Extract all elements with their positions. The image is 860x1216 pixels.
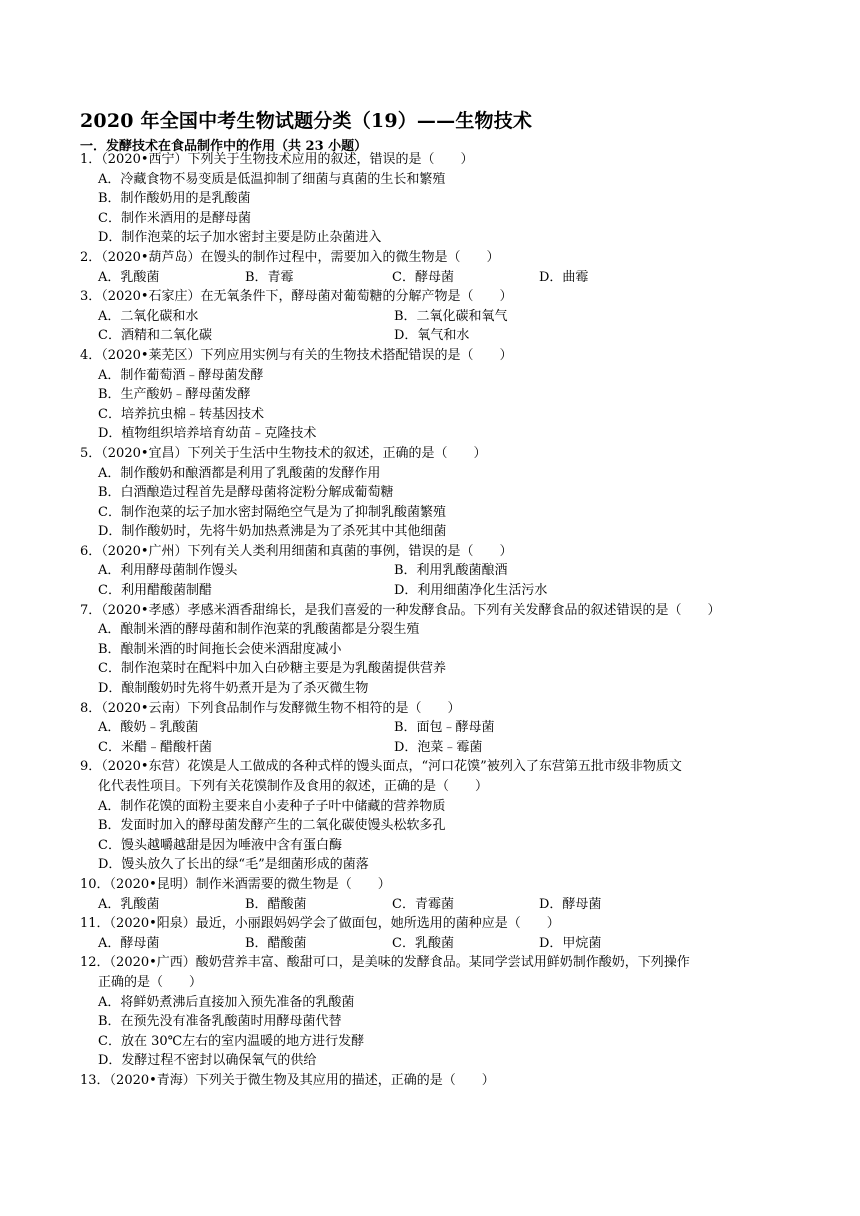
- question-stem: 2．（2020•葫芦岛）在馒头的制作过程中，需要加入的微生物是（ ）: [80, 249, 500, 265]
- option: A．二氧化碳和水: [98, 308, 199, 324]
- option: D．酿制酸奶时先将牛奶煮开是为了杀灭微生物: [98, 681, 369, 697]
- option-row: [80, 718, 790, 738]
- option-row: [80, 268, 790, 288]
- option-row: [80, 326, 790, 346]
- question-stem: 13．（2020•青海）下列关于微生物及其应用的描述，正确的是（ ）: [80, 1072, 495, 1088]
- option: C．酵母菌: [392, 269, 454, 285]
- option: B．在预先没有准备乳酸菌时用酵母菌代替: [98, 1014, 342, 1030]
- option: D．酵母菌: [539, 896, 602, 912]
- option: D．泡菜﹣霉菌: [394, 739, 483, 755]
- option: D．利用细菌净化生活污水: [394, 583, 548, 599]
- option: B．酿制米酒的时间拖长会使米酒甜度减小: [98, 641, 342, 657]
- option: B．白酒酿造过程首先是酵母菌将淀粉分解成葡萄糖: [98, 485, 394, 501]
- option: C．酒精和二氧化碳: [98, 328, 212, 344]
- option: D．氧气和水: [394, 328, 470, 344]
- option: A．制作酸奶和酿酒都是利用了乳酸菌的发酵作用: [98, 465, 381, 481]
- question-stem: 3．（2020•石家庄）在无氧条件下，酵母菌对葡萄糖的分解产物是（ ）: [80, 289, 513, 305]
- option: B．生产酸奶﹣酵母菌发酵: [98, 387, 251, 403]
- option: C．制作泡菜时在配料中加入白砂糖主要是为乳酸菌提供营养: [98, 661, 446, 677]
- option: B．醋酸菌: [245, 896, 307, 912]
- option: A．乳酸菌: [98, 269, 160, 285]
- question-list: [80, 150, 790, 1091]
- option: D．制作酸奶时，先将牛奶加热煮沸是为了杀死其中其他细菌: [98, 524, 447, 540]
- option: D．植物组织培养培育幼苗﹣克隆技术: [98, 426, 317, 442]
- option: A．酿制米酒的酵母菌和制作泡菜的乳酸菌都是分裂生殖: [98, 622, 420, 638]
- option: C．馒头越嚼越甜是因为唾液中含有蛋白酶: [98, 837, 342, 853]
- option-row: [80, 581, 790, 601]
- option: C．制作泡菜的坛子加水密封隔绝空气是为了抑制乳酸菌繁殖: [98, 504, 446, 520]
- option: D．馒头放久了长出的绿“毛”是细菌形成的菌落: [98, 857, 369, 873]
- option: A．利用酵母菌制作馒头: [98, 563, 238, 579]
- option: C．米醋﹣醋酸杆菌: [98, 739, 212, 755]
- option: B．利用乳酸菌酿酒: [394, 563, 508, 579]
- option: D．甲烷菌: [539, 935, 602, 951]
- option: A．酵母菌: [98, 935, 160, 951]
- option: D．曲霉: [539, 269, 589, 285]
- option-row: [80, 561, 790, 581]
- option: C．青霉菌: [392, 896, 454, 912]
- option-row: [80, 895, 790, 915]
- option-row: [80, 738, 790, 758]
- question-stem: 10．（2020•昆明）制作米酒需要的微生物是（ ）: [80, 876, 391, 892]
- option: A．将鲜奶煮沸后直接加入预先准备的乳酸菌: [98, 994, 355, 1010]
- option: D．发酵过程不密封以确保氧气的供给: [98, 1053, 317, 1069]
- option: C．制作米酒用的是酵母菌: [98, 210, 251, 226]
- option: B．面包﹣酵母菌: [394, 720, 495, 736]
- option: D．制作泡菜的坛子加水密封主要是防止杂菌进入: [98, 230, 382, 246]
- option: B．制作酸奶用的是乳酸菌: [98, 191, 251, 207]
- option: B．青霉: [245, 269, 294, 285]
- question-stem: 4．（2020•莱芜区）下列应用实例与有关的生物技术搭配错误的是（ ）: [80, 347, 513, 363]
- option: B．发面时加入的酵母菌发酵产生的二氧化碳使馒头松软多孔: [98, 818, 446, 834]
- option: A．制作葡萄酒﹣酵母菌发酵: [98, 367, 264, 383]
- question-stem: 8．（2020•云南）下列食品制作与发酵微生物不相符的是（ ）: [80, 700, 461, 716]
- option: C．放在 30℃左右的室内温暖的地方进行发酵: [98, 1033, 365, 1049]
- section-heading: 一．发酵技术在食品制作中的作用（共 23 小题）: [80, 139, 368, 154]
- option: A．酸奶﹣乳酸菌: [98, 720, 199, 736]
- option-row: [80, 934, 790, 954]
- question-stem: 1．（2020•西宁）下列关于生物技术应用的叙述，错误的是（ ）: [80, 152, 474, 167]
- question-stem: 12．（2020•广西）酸奶营养丰富、酸甜可口，是美味的发酵食品。某同学尝试用鲜奶制作酸奶，下列操作: [80, 955, 690, 971]
- page-title: 2020 年全国中考生物试题分类（19）——生物技术: [80, 110, 533, 132]
- question-stem-continued: 化代表性项目。下列有关花馍制作及食用的叙述，正确的是（ ）: [98, 779, 489, 794]
- question-stem: 5．（2020•宜昌）下列关于生活中生物技术的叙述，正确的是（ ）: [80, 445, 487, 461]
- question-stem: 6．（2020•广州）下列有关人类利用细菌和真菌的事例，错误的是（ ）: [80, 543, 513, 559]
- option-row: [80, 307, 790, 327]
- option: C．培养抗虫棉﹣转基因技术: [98, 406, 264, 422]
- question-stem: 7．（2020•孝感）孝感米酒香甜绵长，是我们喜爱的一种发酵食品。下列有关发酵食品的叙述错误的是（ ）: [80, 602, 721, 618]
- question-stem-continued: 正确的是（ ）: [98, 974, 203, 990]
- question-stem: 11．（2020•阳泉）最近，小丽跟妈妈学会了做面包，她所选用的菌种应是（ ）: [80, 916, 560, 932]
- option: A．乳酸菌: [98, 896, 160, 912]
- option: B．二氧化碳和氧气: [394, 308, 508, 324]
- option: B．醋酸菌: [245, 935, 307, 951]
- option: A．冷藏食物不易变质是低温抑制了细菌与真菌的生长和繁殖: [98, 171, 446, 187]
- option: C．乳酸菌: [392, 935, 454, 951]
- option: A．制作花馍的面粉主要来自小麦种子子叶中储藏的营养物质: [98, 798, 446, 814]
- option: C．利用醋酸菌制醋: [98, 583, 212, 599]
- question-stem: 9．（2020•东营）花馍是人工做成的各种式样的馒头面点，“河口花馍”被列入了东营第五批市级非物质文: [80, 759, 682, 775]
